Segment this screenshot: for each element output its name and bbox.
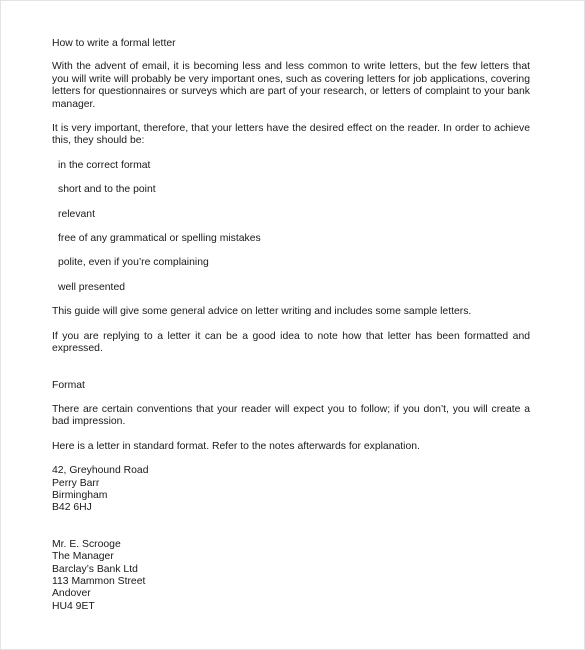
address-line: Birmingham [52, 489, 108, 501]
recipient-address [52, 539, 530, 613]
document-title: How to write a formal letter [52, 38, 176, 49]
sender-address [52, 465, 530, 515]
address-line: Barclay’s Bank Ltd [52, 563, 138, 575]
list-item: polite, even if you’re complaining [58, 257, 209, 269]
guide-paragraph: This guide will give some general advice on letter writing and includes some sample letters. [52, 306, 472, 318]
address-line: Perry Barr [52, 477, 100, 489]
list-item: relevant [58, 208, 95, 220]
address-line: Andover [52, 588, 91, 600]
address-line: B42 6HJ [52, 502, 92, 514]
letter-qualities-list [52, 160, 530, 294]
list-item: in the correct format [58, 159, 151, 171]
replying-paragraph: If you are replying to a letter it can be a good idea to note how that letter has been formatted and expressed. [52, 330, 530, 355]
address-line: Mr. E. Scrooge [52, 538, 121, 550]
list-item: short and to the point [58, 184, 156, 196]
address-line: 113 Mammon Street [52, 575, 146, 587]
address-line: HU4 9ET [52, 600, 95, 612]
importance-paragraph: It is very important, therefore, that your letters have the desired effect on the reader. In order to achieve this, they should be: [52, 123, 530, 147]
address-line: 42, Greyhound Road [52, 465, 149, 477]
standard-format-paragraph: Here is a letter in standard format. Refer to the notes afterwards for explanation. [52, 440, 420, 452]
document-body [52, 38, 530, 613]
address-line: The Manager [52, 551, 114, 563]
conventions-paragraph: There are certain conventions that your reader will expect you to follow; if you don’t, you will create a bad impression. [52, 403, 530, 428]
list-item: well presented [58, 281, 126, 293]
format-heading: Format [52, 379, 85, 391]
list-item: free of any grammatical or spelling mistakes [58, 233, 261, 245]
intro-paragraph: With the advent of email, it is becoming less and less common to write letters, but the few letters that you will write will probably be very important ones, such as covering letters for job applications, covering letters for questionnaires or surveys which are part of your research, or letters of complaint to your bank manager. [52, 61, 530, 110]
